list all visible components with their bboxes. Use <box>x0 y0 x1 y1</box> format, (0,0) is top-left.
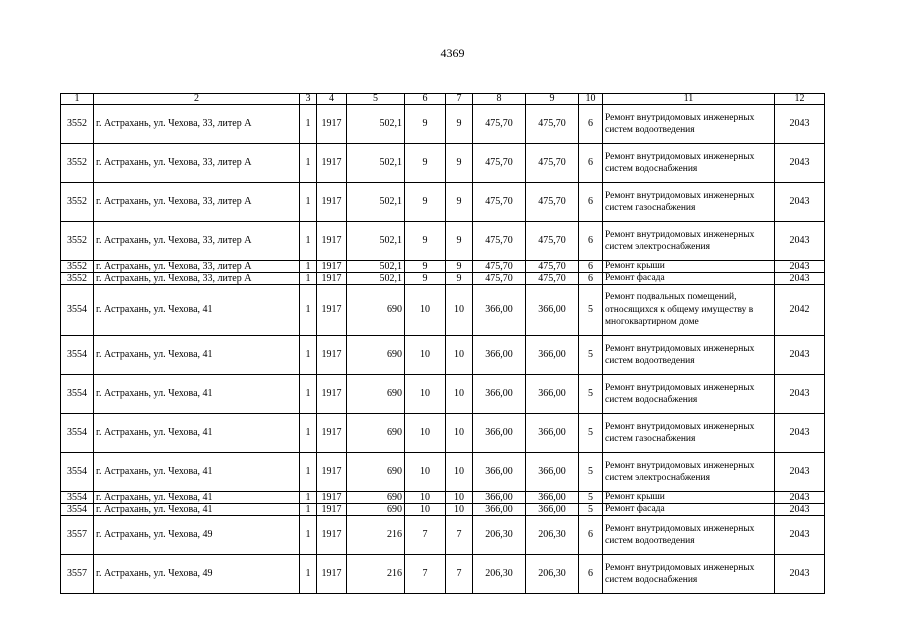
column-7-cell: 9 <box>446 273 473 285</box>
column-10-cell: 6 <box>579 516 603 555</box>
column-3-cell: 1 <box>300 414 317 453</box>
column-header: 8 <box>473 94 526 105</box>
column-3-cell: 1 <box>300 183 317 222</box>
year-cell: 1917 <box>317 261 347 273</box>
address-cell: г. Астрахань, ул. Чехова, 49 <box>94 555 300 594</box>
column-7-cell: 10 <box>446 414 473 453</box>
column-9-cell: 475,70 <box>526 222 579 261</box>
deadline-cell: 2043 <box>775 516 825 555</box>
row-number-cell: 3552 <box>61 105 94 144</box>
column-6-cell: 7 <box>405 555 446 594</box>
address-cell: г. Астрахань, ул. Чехова, 41 <box>94 492 300 504</box>
column-8-cell: 206,30 <box>473 555 526 594</box>
area-cell: 216 <box>347 516 405 555</box>
column-9-cell: 475,70 <box>526 183 579 222</box>
area-cell: 690 <box>347 414 405 453</box>
column-header: 10 <box>579 94 603 105</box>
year-cell: 1917 <box>317 273 347 285</box>
column-7-cell: 9 <box>446 105 473 144</box>
row-number-cell: 3552 <box>61 183 94 222</box>
area-cell: 502,1 <box>347 222 405 261</box>
column-header: 5 <box>347 94 405 105</box>
page-number: 4369 <box>440 46 465 60</box>
table-row <box>61 261 825 273</box>
year-cell: 1917 <box>317 183 347 222</box>
column-10-cell: 6 <box>579 273 603 285</box>
column-10-cell: 6 <box>579 105 603 144</box>
column-7-cell: 10 <box>446 336 473 375</box>
column-header: 7 <box>446 94 473 105</box>
table-row <box>61 285 825 336</box>
column-9-cell: 475,70 <box>526 273 579 285</box>
column-3-cell: 1 <box>300 144 317 183</box>
year-cell: 1917 <box>317 492 347 504</box>
work-type-cell: Ремонт подвальных помещений, относящихся к общему имуществу в многоквартирном доме <box>603 285 775 336</box>
year-cell: 1917 <box>317 453 347 492</box>
year-cell: 1917 <box>317 222 347 261</box>
table-row <box>61 222 825 261</box>
column-3-cell: 1 <box>300 555 317 594</box>
column-8-cell: 475,70 <box>473 183 526 222</box>
deadline-cell: 2043 <box>775 273 825 285</box>
column-7-cell: 10 <box>446 504 473 516</box>
work-type-cell: Ремонт внутридомовых инженерных систем водоснабжения <box>603 144 775 183</box>
column-3-cell: 1 <box>300 453 317 492</box>
column-header: 1 <box>61 94 94 105</box>
column-6-cell: 10 <box>405 492 446 504</box>
area-cell: 690 <box>347 453 405 492</box>
column-10-cell: 5 <box>579 504 603 516</box>
column-9-cell: 366,00 <box>526 504 579 516</box>
column-10-cell: 6 <box>579 261 603 273</box>
column-7-cell: 9 <box>446 261 473 273</box>
table-row <box>61 492 825 504</box>
work-type-cell: Ремонт внутридомовых инженерных систем электроснабжения <box>603 453 775 492</box>
work-type-cell: Ремонт внутридомовых инженерных систем электроснабжения <box>603 222 775 261</box>
column-8-cell: 366,00 <box>473 504 526 516</box>
table-row <box>61 504 825 516</box>
column-3-cell: 1 <box>300 273 317 285</box>
year-cell: 1917 <box>317 336 347 375</box>
repair-schedule-table <box>60 93 825 594</box>
area-cell: 690 <box>347 285 405 336</box>
column-7-cell: 10 <box>446 375 473 414</box>
column-8-cell: 366,00 <box>473 414 526 453</box>
work-type-cell: Ремонт фасада <box>603 273 775 285</box>
row-number-cell: 3554 <box>61 336 94 375</box>
column-header: 4 <box>317 94 347 105</box>
work-type-cell: Ремонт крыши <box>603 492 775 504</box>
column-6-cell: 10 <box>405 414 446 453</box>
column-9-cell: 366,00 <box>526 414 579 453</box>
column-9-cell: 366,00 <box>526 375 579 414</box>
column-9-cell: 366,00 <box>526 336 579 375</box>
table-row <box>61 144 825 183</box>
column-3-cell: 1 <box>300 222 317 261</box>
address-cell: г. Астрахань, ул. Чехова, 49 <box>94 516 300 555</box>
column-7-cell: 7 <box>446 516 473 555</box>
column-6-cell: 9 <box>405 105 446 144</box>
column-10-cell: 5 <box>579 492 603 504</box>
table-row <box>61 273 825 285</box>
year-cell: 1917 <box>317 516 347 555</box>
column-8-cell: 366,00 <box>473 375 526 414</box>
year-cell: 1917 <box>317 414 347 453</box>
table-row <box>61 555 825 594</box>
deadline-cell: 2043 <box>775 414 825 453</box>
column-6-cell: 9 <box>405 261 446 273</box>
row-number-cell: 3554 <box>61 492 94 504</box>
area-cell: 690 <box>347 336 405 375</box>
column-10-cell: 5 <box>579 375 603 414</box>
column-3-cell: 1 <box>300 492 317 504</box>
column-header: 12 <box>775 94 825 105</box>
year-cell: 1917 <box>317 555 347 594</box>
deadline-cell: 2043 <box>775 492 825 504</box>
column-8-cell: 366,00 <box>473 492 526 504</box>
column-9-cell: 366,00 <box>526 492 579 504</box>
column-6-cell: 9 <box>405 222 446 261</box>
work-type-cell: Ремонт внутридомовых инженерных систем газоснабжения <box>603 183 775 222</box>
column-8-cell: 366,00 <box>473 285 526 336</box>
deadline-cell: 2043 <box>775 144 825 183</box>
column-header: 3 <box>300 94 317 105</box>
deadline-cell: 2043 <box>775 261 825 273</box>
column-6-cell: 9 <box>405 183 446 222</box>
row-number-cell: 3552 <box>61 144 94 183</box>
row-number-cell: 3554 <box>61 285 94 336</box>
column-9-cell: 475,70 <box>526 144 579 183</box>
column-6-cell: 10 <box>405 336 446 375</box>
year-cell: 1917 <box>317 375 347 414</box>
deadline-cell: 2043 <box>775 504 825 516</box>
address-cell: г. Астрахань, ул. Чехова, 33, литер А <box>94 222 300 261</box>
column-3-cell: 1 <box>300 105 317 144</box>
address-cell: г. Астрахань, ул. Чехова, 41 <box>94 375 300 414</box>
work-type-cell: Ремонт внутридомовых инженерных систем газоснабжения <box>603 414 775 453</box>
column-3-cell: 1 <box>300 336 317 375</box>
area-cell: 690 <box>347 504 405 516</box>
work-type-cell: Ремонт внутридомовых инженерных систем водоснабжения <box>603 375 775 414</box>
column-9-cell: 206,30 <box>526 555 579 594</box>
address-cell: г. Астрахань, ул. Чехова, 41 <box>94 504 300 516</box>
column-3-cell: 1 <box>300 504 317 516</box>
deadline-cell: 2043 <box>775 336 825 375</box>
address-cell: г. Астрахань, ул. Чехова, 33, литер А <box>94 183 300 222</box>
table-row <box>61 414 825 453</box>
column-10-cell: 5 <box>579 336 603 375</box>
table-row <box>61 453 825 492</box>
column-6-cell: 9 <box>405 144 446 183</box>
deadline-cell: 2043 <box>775 105 825 144</box>
column-6-cell: 10 <box>405 285 446 336</box>
area-cell: 502,1 <box>347 183 405 222</box>
row-number-cell: 3552 <box>61 222 94 261</box>
address-cell: г. Астрахань, ул. Чехова, 33, литер А <box>94 273 300 285</box>
column-9-cell: 475,70 <box>526 105 579 144</box>
column-6-cell: 10 <box>405 453 446 492</box>
work-type-cell: Ремонт внутридомовых инженерных систем водоснабжения <box>603 555 775 594</box>
row-number-cell: 3557 <box>61 555 94 594</box>
column-10-cell: 5 <box>579 285 603 336</box>
column-header: 11 <box>603 94 775 105</box>
row-number-cell: 3552 <box>61 261 94 273</box>
address-cell: г. Астрахань, ул. Чехова, 33, литер А <box>94 144 300 183</box>
column-8-cell: 366,00 <box>473 453 526 492</box>
column-9-cell: 475,70 <box>526 261 579 273</box>
column-8-cell: 366,00 <box>473 336 526 375</box>
work-type-cell: Ремонт внутридомовых инженерных систем водоотведения <box>603 105 775 144</box>
column-10-cell: 6 <box>579 144 603 183</box>
column-7-cell: 9 <box>446 222 473 261</box>
column-7-cell: 10 <box>446 453 473 492</box>
address-cell: г. Астрахань, ул. Чехова, 33, литер А <box>94 261 300 273</box>
column-7-cell: 9 <box>446 183 473 222</box>
address-cell: г. Астрахань, ул. Чехова, 41 <box>94 453 300 492</box>
column-3-cell: 1 <box>300 516 317 555</box>
table-row <box>61 375 825 414</box>
table-row <box>61 183 825 222</box>
column-6-cell: 7 <box>405 516 446 555</box>
column-header: 9 <box>526 94 579 105</box>
row-number-cell: 3554 <box>61 453 94 492</box>
area-cell: 502,1 <box>347 273 405 285</box>
column-8-cell: 475,70 <box>473 105 526 144</box>
column-8-cell: 206,30 <box>473 516 526 555</box>
table-row <box>61 105 825 144</box>
column-6-cell: 10 <box>405 375 446 414</box>
column-9-cell: 206,30 <box>526 516 579 555</box>
row-number-cell: 3554 <box>61 504 94 516</box>
deadline-cell: 2043 <box>775 375 825 414</box>
column-10-cell: 6 <box>579 183 603 222</box>
work-type-cell: Ремонт фасада <box>603 504 775 516</box>
address-cell: г. Астрахань, ул. Чехова, 41 <box>94 414 300 453</box>
address-cell: г. Астрахань, ул. Чехова, 33, литер А <box>94 105 300 144</box>
column-header: 6 <box>405 94 446 105</box>
address-cell: г. Астрахань, ул. Чехова, 41 <box>94 336 300 375</box>
table-row <box>61 336 825 375</box>
column-7-cell: 10 <box>446 492 473 504</box>
row-number-cell: 3552 <box>61 273 94 285</box>
column-9-cell: 366,00 <box>526 285 579 336</box>
year-cell: 1917 <box>317 504 347 516</box>
column-8-cell: 475,70 <box>473 222 526 261</box>
work-type-cell: Ремонт крыши <box>603 261 775 273</box>
column-header: 2 <box>94 94 300 105</box>
column-6-cell: 9 <box>405 273 446 285</box>
row-number-cell: 3554 <box>61 375 94 414</box>
column-7-cell: 10 <box>446 285 473 336</box>
column-9-cell: 366,00 <box>526 453 579 492</box>
column-3-cell: 1 <box>300 375 317 414</box>
table-row <box>61 516 825 555</box>
column-6-cell: 10 <box>405 504 446 516</box>
column-10-cell: 6 <box>579 555 603 594</box>
year-cell: 1917 <box>317 144 347 183</box>
area-cell: 502,1 <box>347 144 405 183</box>
address-cell: г. Астрахань, ул. Чехова, 41 <box>94 285 300 336</box>
area-cell: 690 <box>347 375 405 414</box>
deadline-cell: 2043 <box>775 555 825 594</box>
column-3-cell: 1 <box>300 261 317 273</box>
work-type-cell: Ремонт внутридомовых инженерных систем водоотведения <box>603 336 775 375</box>
year-cell: 1917 <box>317 105 347 144</box>
row-number-cell: 3557 <box>61 516 94 555</box>
column-number-header-row <box>61 94 825 105</box>
work-type-cell: Ремонт внутридомовых инженерных систем водоотведения <box>603 516 775 555</box>
column-10-cell: 5 <box>579 414 603 453</box>
deadline-cell: 2042 <box>775 285 825 336</box>
column-8-cell: 475,70 <box>473 273 526 285</box>
deadline-cell: 2043 <box>775 222 825 261</box>
year-cell: 1917 <box>317 285 347 336</box>
column-7-cell: 7 <box>446 555 473 594</box>
row-number-cell: 3554 <box>61 414 94 453</box>
column-7-cell: 9 <box>446 144 473 183</box>
column-10-cell: 6 <box>579 222 603 261</box>
deadline-cell: 2043 <box>775 183 825 222</box>
column-10-cell: 5 <box>579 453 603 492</box>
deadline-cell: 2043 <box>775 453 825 492</box>
column-8-cell: 475,70 <box>473 144 526 183</box>
column-8-cell: 475,70 <box>473 261 526 273</box>
area-cell: 690 <box>347 492 405 504</box>
area-cell: 502,1 <box>347 261 405 273</box>
area-cell: 502,1 <box>347 105 405 144</box>
area-cell: 216 <box>347 555 405 594</box>
column-3-cell: 1 <box>300 285 317 336</box>
